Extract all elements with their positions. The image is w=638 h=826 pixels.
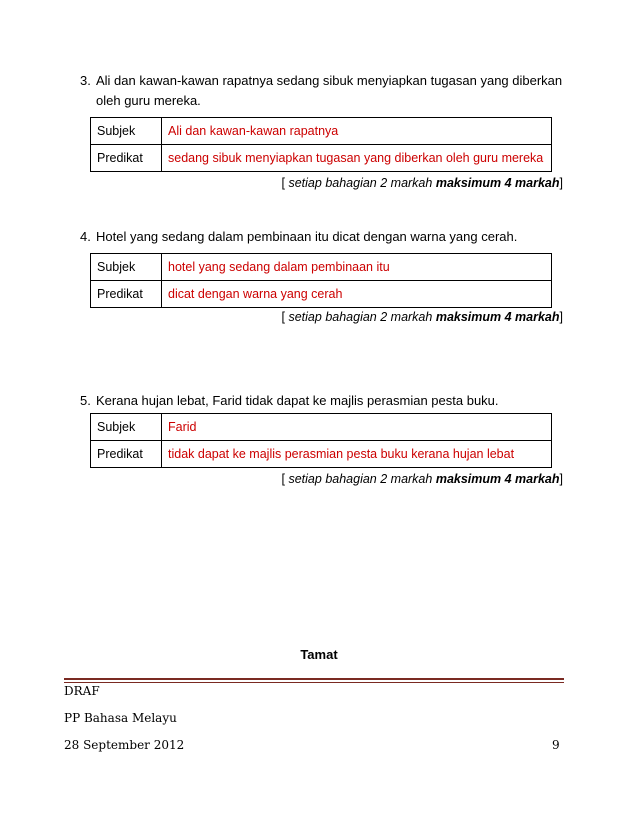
answer-table-3 [90, 117, 552, 172]
predikat-answer: sedang sibuk menyiapkan tugasan yang diberkan oleh guru mereka [162, 145, 552, 172]
end-marker: Tamat [300, 647, 338, 662]
answer-table-5 [90, 413, 552, 468]
footer-draft-label: DRAF [64, 684, 100, 698]
subjek-label: Subjek [91, 118, 162, 145]
table-row [91, 145, 552, 172]
subjek-answer: Ali dan kawan-kawan rapatnya [162, 118, 552, 145]
subjek-answer: hotel yang sedang dalam pembinaan itu [162, 254, 552, 281]
predikat-label: Predikat [91, 281, 162, 308]
predikat-answer: dicat dengan warna yang cerah [162, 281, 552, 308]
question-5-line1 [80, 392, 499, 409]
footer-rule-thick [64, 678, 564, 680]
subjek-label: Subjek [91, 414, 162, 441]
marks-note-5: [ setiap bahagian 2 markah maksimum 4 markah] [281, 472, 563, 486]
marks-note-4: [ setiap bahagian 2 markah maksimum 4 markah] [281, 310, 563, 324]
question-3-line2: oleh guru mereka. [96, 93, 201, 108]
page-number: 9 [552, 738, 560, 752]
question-5-text: Kerana hujan lebat, Farid tidak dapat ke majlis perasmian pesta buku. [96, 393, 499, 408]
table-row [91, 414, 552, 441]
question-number: 4. [80, 229, 91, 244]
question-3-line1 [80, 72, 563, 89]
question-4-text: Hotel yang sedang dalam pembinaan itu dicat dengan warna yang cerah. [96, 229, 518, 244]
predikat-answer: tidak dapat ke majlis perasmian pesta buku kerana hujan lebat [162, 441, 552, 468]
question-4-line1 [80, 228, 517, 245]
table-row [91, 281, 552, 308]
table-row [91, 441, 552, 468]
question-number: 5. [80, 393, 91, 408]
question-3-text: Ali dan kawan-kawan rapatnya sedang sibuk menyiapkan tugasan yang diberkan [96, 73, 563, 88]
table-row [91, 254, 552, 281]
footer-subject: PP Bahasa Melayu [64, 711, 177, 725]
subjek-label: Subjek [91, 254, 162, 281]
marks-note-3: [ setiap bahagian 2 markah maksimum 4 markah] [281, 176, 563, 190]
subjek-answer: Farid [162, 414, 552, 441]
footer-date: 28 September 2012 [64, 738, 185, 752]
predikat-label: Predikat [91, 145, 162, 172]
footer-rule-thin [64, 682, 564, 683]
table-row [91, 118, 552, 145]
answer-table-4 [90, 253, 552, 308]
predikat-label: Predikat [91, 441, 162, 468]
question-number: 3. [80, 73, 91, 88]
